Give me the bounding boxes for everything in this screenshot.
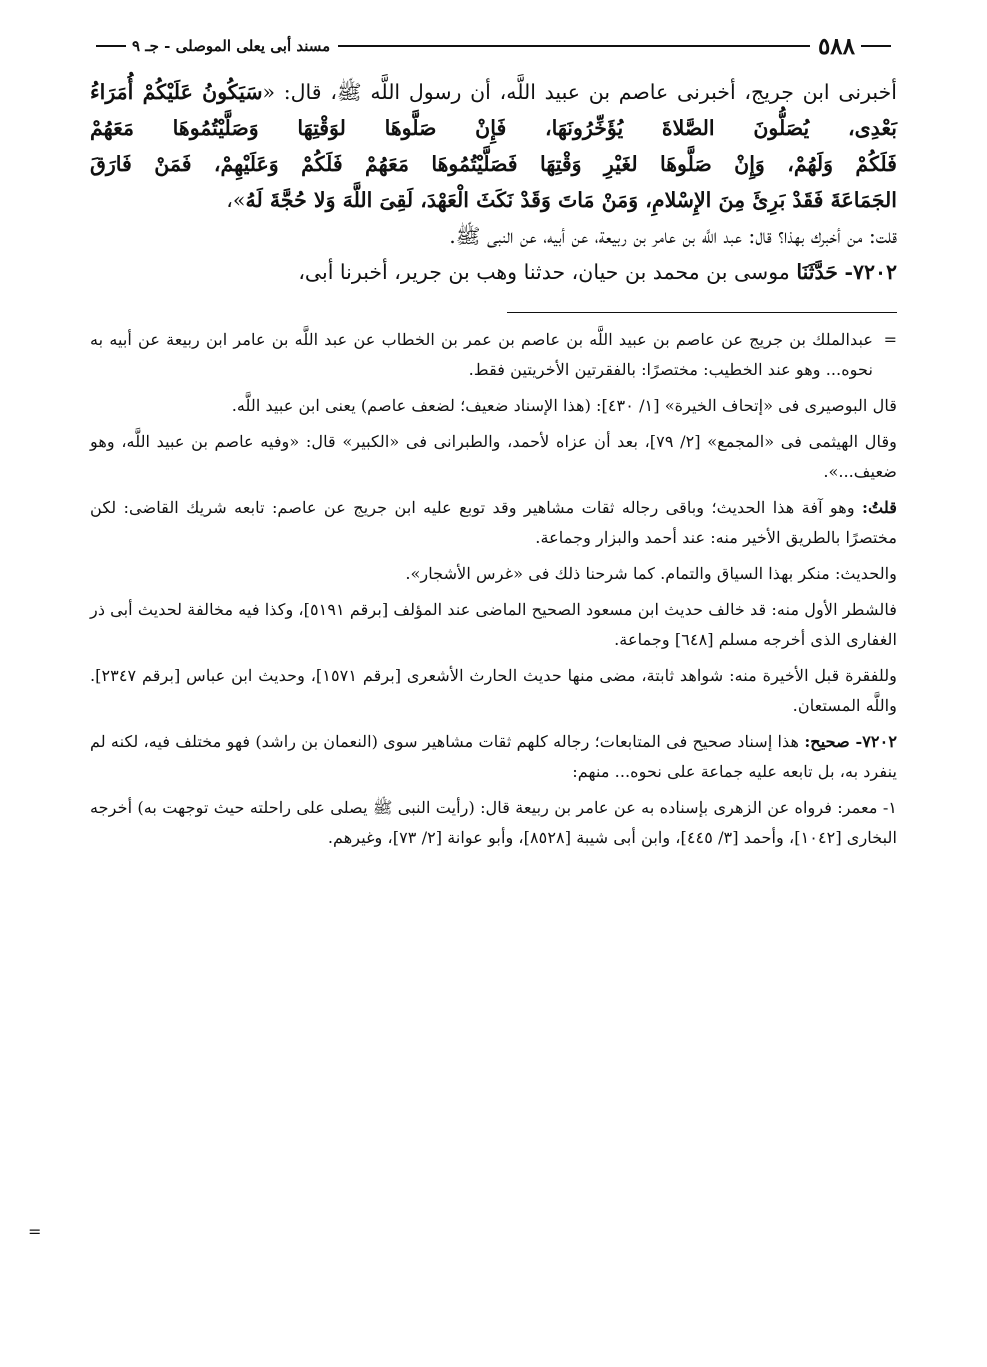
hadith-number: ٧٢٠٢- [844, 260, 897, 284]
page-number: ٥٨٨ [817, 32, 855, 60]
footnote-paragraph: والحديث: منكر بهذا السياق والتمام. كما شرحنا ذلك فى «غرس الأشجار». [405, 564, 897, 583]
footnote-paragraph: ١- معمر: فرواه عن الزهرى بإسناده به عن عامر بن ربيعة قال: (رأيت النبى ﷺ يصلى على راحلته حيث توجهت به) أخرجه البخارى [١٠٤٢]، وأحمد [٣/ ٤٤٥]، وابن أبى شيبة [٨٥٢٨]، وأبو عوانة [٢/ ٧٣]، وغيرهم. [90, 798, 897, 847]
footnote-paragraph: قلتُ: وهو آفة هذا الحديث؛ وباقى رجاله ثقات مشاهير وقد توبع عليه ابن جريج عن عاصم: تابعه شريك القاضى: لكن مختصرًا بالطريق الأخير منه: عند أحمد والبزار وجماعة. [90, 498, 897, 547]
footnote-paragraph: وقال الهيثمى فى «المجمع» [٢/ ٧٩]، بعد أن عزاه لأحمد، والطبرانى فى «الكبير» قال: «وفيه عاصم بن عبيد اللَّه، وهو ضعيف...». [90, 432, 897, 481]
main-line: قلت: من أخبرك بهذا؟ قال: عبد اللَّه بن عامر بن ربيعة، عن أبيه، عن النبى ﷺ. [449, 224, 897, 248]
book-title: مسند أبى يعلى الموصلى - جـ ٩ [132, 37, 331, 55]
hadith-text: موسى بن محمد بن حيان، حدثنا وهب بن جرير، أخبرنا أبى، [298, 260, 790, 284]
main-line: فَلَكُمْ وَلَهُمْ، وَإِنْ صَلَّوهَا لغَيْرِ وَقْتِهَا فَصَلَّيْتُمُوهَا مَعَهُمْ فَلَكُمْ وَعَلَيْهِمْ، فَمَنْ فَارَقَ [90, 152, 897, 176]
footnote-paragraph: = عبدالملك بن جريج عن عاصم بن عبيد اللَّه بن عاصم بن عمر بن الخطاب عن عبد اللَّه بن عامر ابن ربيعة عن أبيه به نحوه... وهو عند الخطيب: مختصرًا: بالفقرتين الأخريتين فقط. [90, 325, 897, 385]
footnote-lead: ٧٢٠٢- صحيح: [804, 732, 898, 751]
header-rule [338, 45, 810, 47]
footnote-paragraph: ٧٢٠٢- صحيح: هذا إسناد صحيح فى المتابعات؛ رجاله كلهم ثقات مشاهير سوى (النعمان بن راشد) فهو مختلف فيه، لكنه لم ينفرد به، بل تابعه عليه جماعة على نحوه... منهم: [90, 732, 898, 781]
hadith-entry-7202 [90, 254, 897, 290]
footnote-paragraph: وللفقرة قبل الأخيرة منه: شواهد ثابتة، مضى منها حديث الحارث الأشعرى [برقم ١٥٧١]، وحديث ابن عباس [برقم ٢٣٤٧]. واللَّه المستعان. [90, 666, 897, 715]
footnote-separator [507, 312, 897, 313]
footnotes [90, 325, 897, 853]
hadith-lead: حَدَّثَنَا [796, 260, 838, 284]
footnote-lead: قلتُ: [862, 498, 897, 517]
main-line: الجَمَاعَةَ فَقَدْ بَرِئَ مِنَ الإِسْلامِ، وَمَنْ مَاتَ وَقَدْ نَكَثَ الْعَهْدَ، لَقِىَ اللَّهَ وَلا حُجَّةَ لَهُ»، [226, 188, 897, 212]
header-dash [96, 45, 126, 47]
running-head [90, 24, 897, 68]
continuation-mark-bottom: = [28, 1222, 42, 1241]
continuation-mark: = [883, 330, 897, 349]
footnote-paragraph: قال البوصيرى فى «إتحاف الخيرة» [١/ ٤٣٠]: (هذا الإسناد ضعيف؛ لضعف عاصم) يعنى ابن عبيد اللَّه. [231, 396, 897, 415]
header-dash [861, 45, 891, 47]
main-text [90, 74, 897, 290]
main-line: أخبرنى ابن جريج، أخبرنى عاصم بن عبيد اللَّه، أن رسول اللَّه ﷺ، قال: «سَيَكُونُ عَلَيْكُمْ أُمَرَاءُ بَعْدِى، يُصَلُّونَ الصَّلاةَ يُؤَخِّرُونَهَا، فَإِنْ صَلَّوهَا لوَقْتِهَا وَصَلَّيْتُمُوهَا مَعَهُمْ [90, 80, 897, 140]
document-page [90, 24, 897, 859]
footnote-paragraph: فالشطر الأول منه: قد خالف حديث ابن مسعود الصحيح الماضى عند المؤلف [برقم ٥١٩١]، وكذا فيه مخالفة لحديث أبى ذر الغفارى الذى أخرجه مسلم [٦٤٨] وجماعة. [90, 600, 897, 649]
